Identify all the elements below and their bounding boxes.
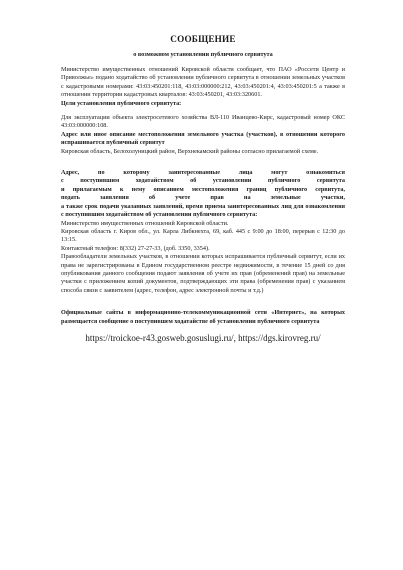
document-title: СООБЩЕНИЕ	[170, 34, 236, 44]
spacer	[61, 295, 345, 309]
contact-phone: Контактный телефон: 8(332) 27-27-33, (доб. 3350, 3354).	[61, 244, 210, 252]
intro-paragraph: Министерство имущественных отношений Кировской области сообщает, что ПАО «Россети Центр и Приволжье» подано ходатайство об установлении публичного сервитута в отношении земельных участков с кадастровыми номерами: 43:03:450201:118, 43:03:000000:212, 43:03:450201:4, 43:03:450201:5 а также в отношении территории кадастровых кварталов: 43:03:450201, 43:03:320601.	[61, 66, 345, 99]
address-heading-line: а также срок подачи указанных заявлений, время приема заинтересованных лиц для ознакомления с поступившим ходатайством об установлении публичного сервитута:	[61, 202, 345, 219]
sites-links[interactable]: https://troickoe-r43.gosweb.gosuslugi.ru/, https://dgs.kirovreg.ru/	[85, 332, 321, 343]
document-page	[61, 34, 345, 344]
location-text: Кировская область, Белохолуницкий район, Верхнекамский районы согласно прилагаемой схеме.	[61, 147, 319, 155]
address-heading-line: с поступившим ходатайством об установлении публичного сервитута	[61, 177, 345, 185]
goals-heading: Цели установления публичного сервитута:	[61, 99, 182, 107]
address-heading-line: Адрес, по которому заинтересованные лица могут ознакомиться	[61, 169, 345, 177]
document-subtitle: о возможном установлении публичного сервитута	[133, 51, 273, 58]
sites-heading: Официальные сайты в информационно-телекоммуникационной сети «Интернет», на которых размещается сообщение о поступившем ходатайстве об установлении публичного сервитута	[61, 309, 345, 325]
ministry-name: Министерство имущественных отношений Кировской области.	[61, 219, 229, 227]
ministry-address: Кировская область г. Киров обл., ул. Карла Либкнехта, 69, каб. 445 с 9:00 до 18:00, перерыв с 12:30 до 13:15.	[61, 227, 345, 244]
goals-text: Для эксплуатации объекта электросетевого хозяйства ВЛ-110 Иванцево-Кирс, кадастровый номер ОКС 43:03:000000:108.	[61, 114, 345, 130]
address-heading-line: и прилагаемым к нему описанием местоположения границ публичного сервитута,	[61, 185, 345, 193]
spacer	[61, 156, 345, 169]
owners-paragraph: Правообладатели земельных участков, в отношении которых испрашивается публичный сервитут, если их права не зарегистрированы в Едином государственном реестре недвижимости, в течение 15 дней со дня опубликования данного сообщения подают заявления об учете их прав (обременений прав) на земельные участки с приложением копий документов, подтверждающих эти права (обременения прав) с указанием способа связи с заявителем (адрес, телефон, адрес электронной почты и т.д.)	[61, 253, 345, 294]
address-heading-line: подать заявления об учете прав на земельные участки,	[61, 194, 345, 202]
location-heading: Адрес или иное описание местоположения земельного участка (участков), в отношении которого испрашивается публичный сервитут	[61, 130, 345, 147]
